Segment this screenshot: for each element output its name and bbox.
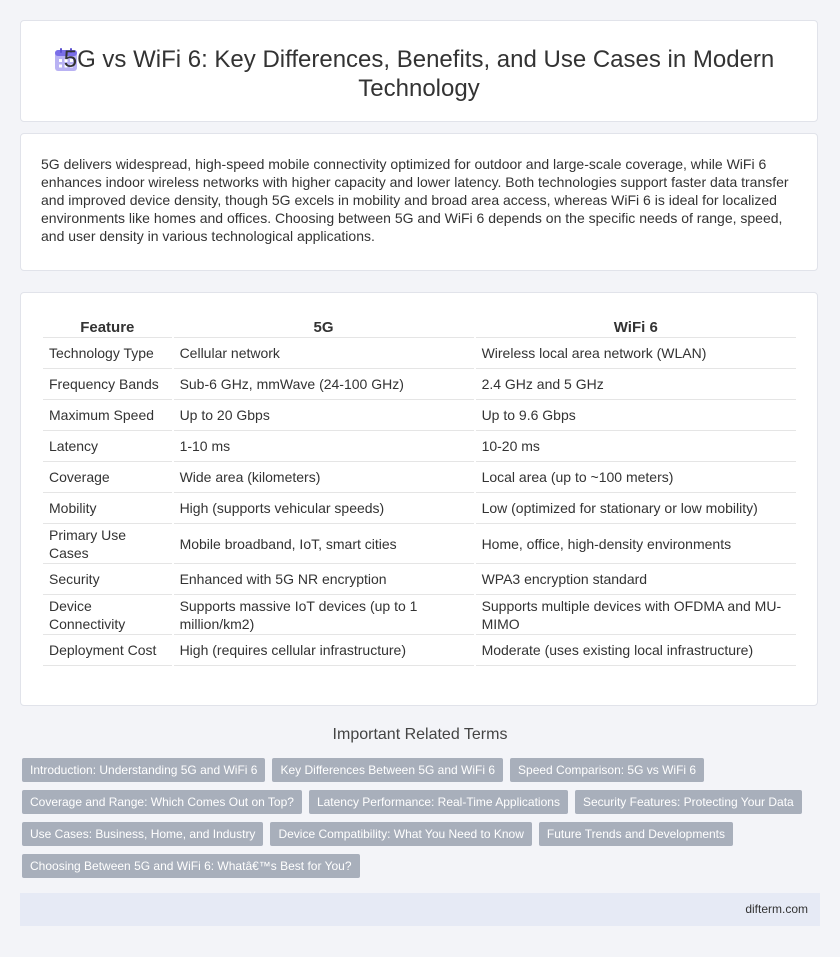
wifi6-cell: Home, office, high-density environments	[476, 524, 796, 564]
feature-cell: Latency	[43, 431, 172, 462]
5g-cell: Cellular network	[174, 338, 474, 369]
related-term-link[interactable]: Use Cases: Business, Home, and Industry	[22, 822, 263, 846]
wifi6-cell: Wireless local area network (WLAN)	[476, 338, 796, 369]
related-term-link[interactable]: Choosing Between 5G and WiFi 6: Whatâ€™s Best for You?	[22, 854, 360, 878]
wifi6-cell: Supports multiple devices with OFDMA and MU-MIMO	[476, 595, 796, 635]
table-row	[43, 338, 796, 369]
related-term-link[interactable]: Coverage and Range: Which Comes Out on Top?	[22, 790, 302, 814]
wifi6-cell: Moderate (uses existing local infrastructure)	[476, 635, 796, 666]
table-row	[43, 400, 796, 431]
related-term-link[interactable]: Key Differences Between 5G and WiFi 6	[272, 758, 503, 782]
5g-cell: High (supports vehicular speeds)	[174, 493, 474, 524]
5g-cell: Up to 20 Gbps	[174, 400, 474, 431]
table-header-row	[43, 317, 796, 338]
related-term-link[interactable]: Future Trends and Developments	[539, 822, 733, 846]
table-row	[43, 462, 796, 493]
summary-text: 5G delivers widespread, high-speed mobile connectivity optimized for outdoor and large-scale coverage, while WiFi 6 enhances indoor wireless networks with higher capacity and lower latency. Both technologies support faster data transfer and improved device density, though 5G excels in mobility and broad area access, whereas WiFi 6 is ideal for localized environments like homes and offices. Choosing between 5G and WiFi 6 depends on the specific needs of range, speed, and user density in various technological applications.	[41, 156, 789, 244]
related-terms-tags	[22, 758, 822, 886]
5g-cell: Mobile broadband, IoT, smart cities	[174, 524, 474, 564]
5g-cell: Enhanced with 5G NR encryption	[174, 564, 474, 595]
5g-cell: Sub-6 GHz, mmWave (24-100 GHz)	[174, 369, 474, 400]
table-row	[43, 431, 796, 462]
page-title-line1: 5G vs WiFi 6: Key Differences, Benefits, and Use Cases in Modern	[63, 46, 775, 73]
feature-cell: Security	[43, 564, 172, 595]
table-row	[43, 564, 796, 595]
feature-cell: Mobility	[43, 493, 172, 524]
5g-cell: Supports massive IoT devices (up to 1 million/km2)	[174, 595, 474, 635]
comparison-table	[41, 317, 798, 666]
table-row	[43, 595, 796, 635]
feature-cell: Technology Type	[43, 338, 172, 369]
table-row	[43, 493, 796, 524]
related-term-link[interactable]: Latency Performance: Real-Time Applications	[309, 790, 568, 814]
wifi6-cell: WPA3 encryption standard	[476, 564, 796, 595]
comparison-table-card	[20, 292, 818, 706]
header-feature: Feature	[43, 317, 172, 338]
header-card	[20, 20, 818, 122]
wifi6-cell: 2.4 GHz and 5 GHz	[476, 369, 796, 400]
wifi6-cell: 10-20 ms	[476, 431, 796, 462]
wifi6-cell: Up to 9.6 Gbps	[476, 400, 796, 431]
related-term-link[interactable]: Introduction: Understanding 5G and WiFi 6	[22, 758, 265, 782]
5g-cell: Wide area (kilometers)	[174, 462, 474, 493]
header-wifi6: WiFi 6	[476, 317, 796, 338]
feature-cell: Maximum Speed	[43, 400, 172, 431]
header-5g: 5G	[174, 317, 474, 338]
feature-cell: Deployment Cost	[43, 635, 172, 666]
related-term-link[interactable]: Speed Comparison: 5G vs WiFi 6	[510, 758, 704, 782]
feature-cell: Primary Use Cases	[43, 524, 172, 564]
5g-cell: High (requires cellular infrastructure)	[174, 635, 474, 666]
footer-site-link[interactable]: difterm.com	[745, 902, 808, 916]
feature-cell: Coverage	[43, 462, 172, 493]
page-title	[21, 45, 817, 103]
wifi6-cell: Local area (up to ~100 meters)	[476, 462, 796, 493]
table-row	[43, 524, 796, 564]
5g-cell: 1-10 ms	[174, 431, 474, 462]
related-terms-title: Important Related Terms	[332, 726, 508, 743]
feature-cell: Device Connectivity	[43, 595, 172, 635]
page-title-line2: Technology	[358, 75, 480, 102]
related-term-link[interactable]: Device Compatibility: What You Need to Know	[270, 822, 531, 846]
footer	[20, 893, 820, 926]
table-row	[43, 369, 796, 400]
related-term-link[interactable]: Security Features: Protecting Your Data	[575, 790, 802, 814]
table-row	[43, 635, 796, 666]
wifi6-cell: Low (optimized for stationary or low mobility)	[476, 493, 796, 524]
summary-card	[20, 133, 818, 271]
feature-cell: Frequency Bands	[43, 369, 172, 400]
